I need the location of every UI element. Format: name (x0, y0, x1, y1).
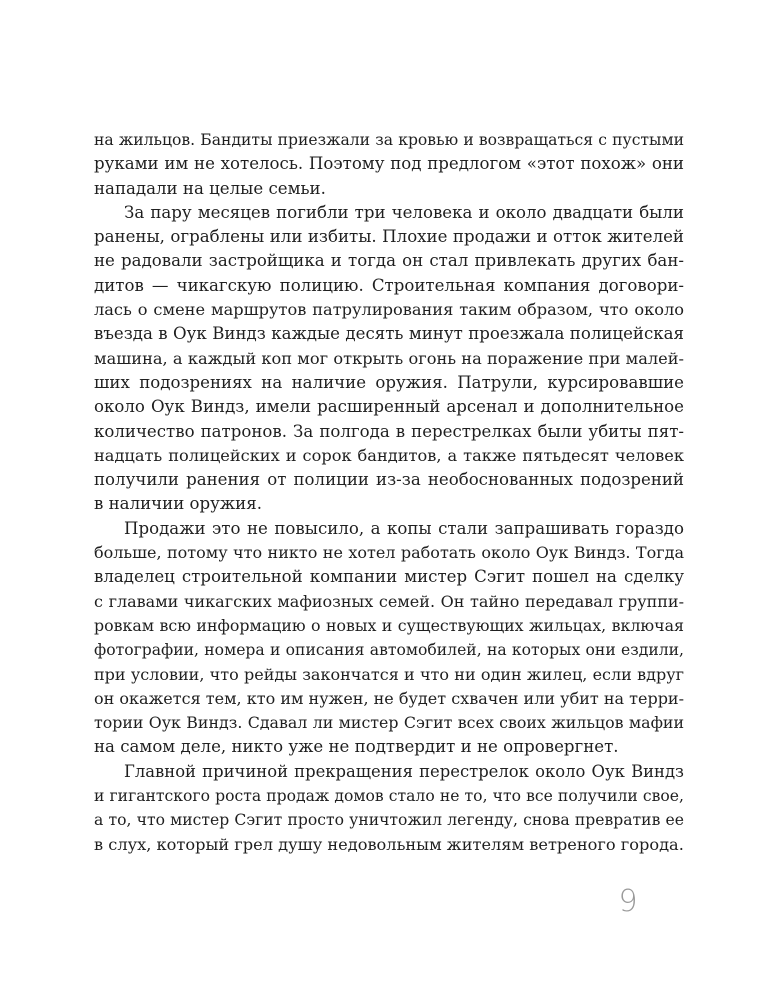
text-line: на жильцов. Бандиты приезжали за кровью и возвращаться с пустыми (94, 131, 684, 149)
text-line: За пару месяцев погибли три человека и около двадцати были (124, 202, 684, 222)
text-line: количество патронов. За полгода в перестрелках были убиты пят- (94, 421, 684, 441)
text-line: Главной причиной прекращения перестрелок около Оук Виндз (124, 761, 684, 781)
text-line: нападали на целые семьи. (94, 178, 326, 198)
text-line: въезда в Оук Виндз каждые десять минут проезжала полицейская (94, 324, 684, 344)
text-line: руками им не хотелось. Поэтому под предлогом «этот похож» они (94, 154, 684, 174)
text-line: не радовали застройщика и тогда он стал привлекать других бан- (94, 251, 684, 271)
text-line: владелец строительной компании мистер Сэгит пошел на сделку (94, 567, 684, 587)
text-line: фотографии, номера и описания автомобилей, на которых они ездили, (94, 641, 684, 660)
body-text (94, 128, 684, 857)
text-line: с главами чикагских мафиозных семей. Он тайно передавал группи- (94, 591, 684, 611)
page-number: 9 (618, 884, 638, 919)
text-line: ранены, ограблены или избиты. Плохие продажи и отток жителей (94, 227, 684, 247)
text-line: больше, потому что никто не хотел работать около Оук Виндз. Тогда (94, 543, 684, 563)
text-line: лась о смене маршрутов патрулирования таким образом, что около (94, 300, 684, 320)
text-line: в наличии оружия. (94, 494, 262, 514)
text-line: на самом деле, никто уже не подтвердит и не опровергнет. (94, 737, 619, 757)
text-line: и гигантского роста продаж домов стало не то, что все получили свое, (94, 787, 684, 806)
text-line: а то, что мистер Сэгит просто уничтожил легенду, снова превратив ее (94, 811, 684, 830)
text-line: он окажется тем, кто им нужен, не будет схвачен или убит на терри- (94, 688, 684, 708)
text-line: ших подозрениях на наличие оружия. Патрули, курсировавшие (94, 372, 684, 392)
text-line: тории Оук Виндз. Сдавал ли мистер Сэгит всех своих жильцов мафии (94, 713, 684, 733)
text-line: Продажи это не повысило, а копы стали запрашивать гораздо (124, 518, 684, 538)
text-line: дитов — чикагскую полицию. Строительная компания договори- (94, 275, 684, 295)
text-line: ровкам всю информацию о новых и существующих жильцах, включая (94, 615, 684, 635)
text-line: получили ранения от полиции из-за необоснованных подозрений (94, 470, 684, 490)
text-line: в слух, который грел душу недовольным жителям ветреного города. (94, 834, 684, 854)
text-line: около Оук Виндз, имели расширенный арсенал и дополнительное (94, 397, 684, 417)
text-line: надцать полицейских и сорок бандитов, а также пятьдесят человек (94, 445, 684, 465)
text-line: машина, а каждый коп мог открыть огонь на поражение при малей- (94, 348, 684, 368)
text-line: при условии, что рейды закончатся и что ни один жилец, если вдруг (94, 664, 684, 684)
